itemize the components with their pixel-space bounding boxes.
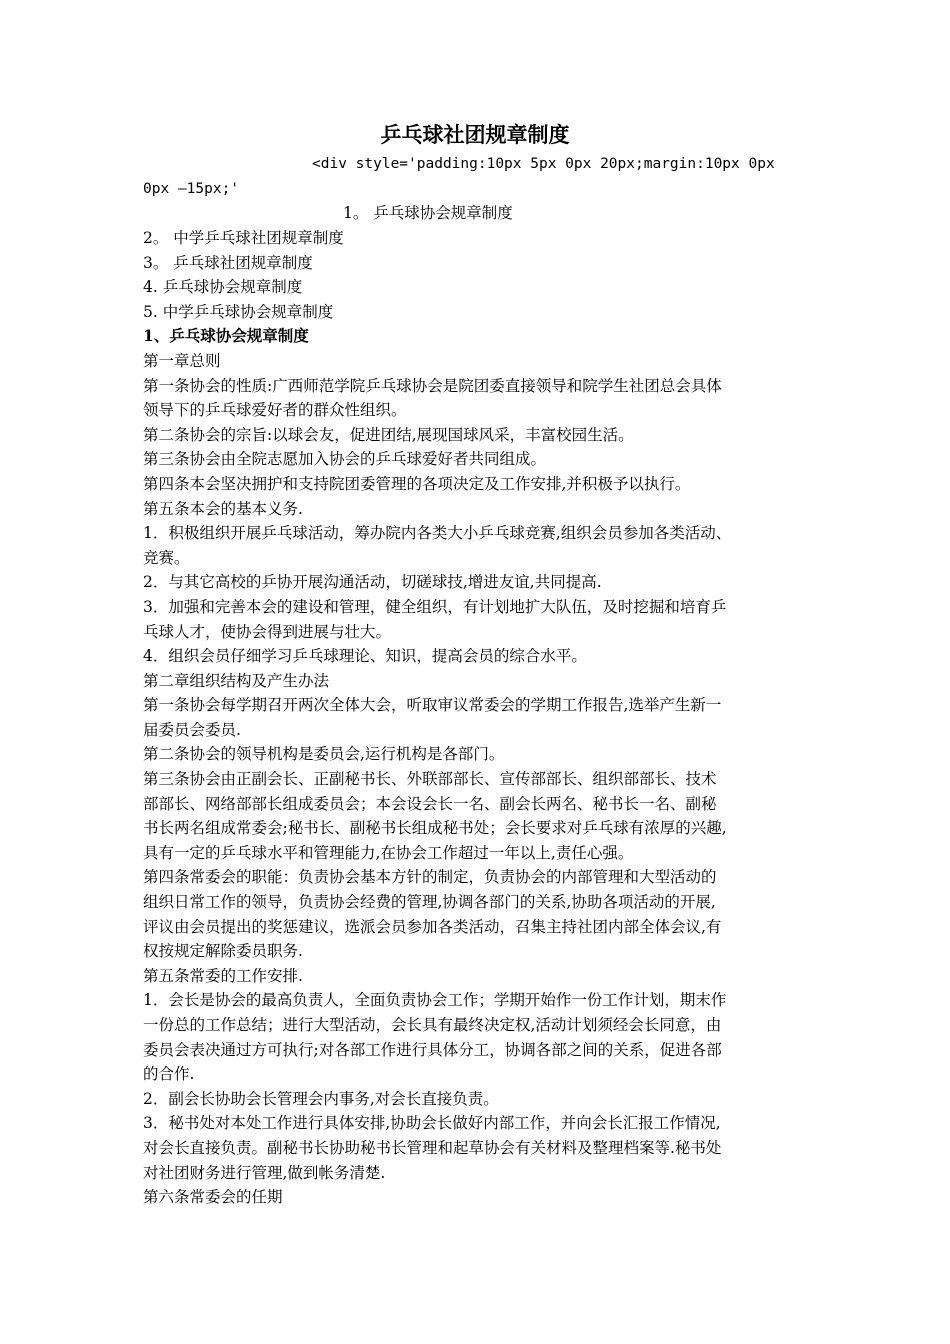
text-line: 领导下的乒乓球爱好者的群众性组织。 xyxy=(143,401,407,420)
code-snippet-line-2: 0px —15px;' xyxy=(143,181,240,197)
text-line: 3．加强和完善本会的建设和管理，健全组织，有计划地扩大队伍，及时挖掘和培育乒 xyxy=(143,597,727,616)
document-body xyxy=(143,226,813,1210)
text-line: 3．秘书处对本处工作进行具体安排,协助会长做好内部工作，并向会长汇报工作情况, xyxy=(143,1114,721,1133)
text-line: 书长两名组成常委会;秘书长、副秘书长组成秘书处；会长要求对乒乓球有浓厚的兴趣, xyxy=(143,819,727,838)
text-line: 对社团财务进行管理,做到帐务清楚. xyxy=(143,1163,386,1182)
toc-item: 2。 中学乒乓球社团规章制度 xyxy=(143,229,344,247)
text-line: 第二章组织结构及产生办法 xyxy=(143,671,330,690)
toc-item: 5. 中学乒乓球协会规章制度 xyxy=(143,302,334,321)
toc-item-1: 1。 乒乓球协会规章制度 xyxy=(343,204,513,222)
toc-item: 3。 乒乓球社团规章制度 xyxy=(143,253,313,272)
text-line: 对会长直接负责。副秘书长协助秘书长管理和起草协会有关材料及整理档案等.秘书处 xyxy=(143,1138,722,1157)
code-snippet-line-1: <div style='padding:10px 5px 0px 20px;margin:10px 0px xyxy=(312,156,775,172)
text-line: 第三条协会由正副会长、正副秘书长、外联部部长、宣传部部长、组织部部长、技术 xyxy=(143,770,717,789)
text-line: 竞赛。 xyxy=(143,548,190,567)
text-line: 第二条协会的宗旨:以球会友，促进团结,展现国球风采，丰富校园生活。 xyxy=(143,425,634,444)
text-line: 组织日常工作的领导，负责协会经费的管理,协调各部门的关系,协助各项活动的开展, xyxy=(143,893,716,912)
text-line: 1、乒乓球协会规章制度 xyxy=(143,326,309,346)
text-line: 权按规定解除委员职务. xyxy=(143,942,303,961)
text-line: 评议由会员提出的奖惩建议，选派会员参加各类活动，召集主持社团内部全体会议,有 xyxy=(143,917,722,936)
text-line: 2．副会长协助会长管理会内事务,对会长直接负责。 xyxy=(143,1089,499,1108)
text-line: 第一章总则 xyxy=(143,351,221,370)
text-line: 第六条常委会的任期 xyxy=(143,1188,283,1207)
toc-item: 4. 乒乓球协会规章制度 xyxy=(143,278,303,297)
text-line: 届委员会委员. xyxy=(143,720,241,739)
text-line: 的合作. xyxy=(143,1065,195,1084)
text-line: 具有一定的乒乓球水平和管理能力,在协会工作超过一年以上,责任心强。 xyxy=(143,843,634,862)
text-line: 2．与其它高校的乒协开展沟通活动，切磋球技,增进友谊,共同提高. xyxy=(143,573,602,592)
text-line: 4．组织会员仔细学习乒乓球理论、知识，提高会员的综合水平。 xyxy=(143,647,587,666)
text-line: 第四条本会坚决拥护和支持院团委管理的各项决定及工作安排,并积极予以执行。 xyxy=(143,474,691,493)
text-line: 一份总的工作总结；进行大型活动，会长具有最终决定权,活动计划须经会长同意，由 xyxy=(143,1016,722,1034)
text-line: 1．积极组织开展乒乓球活动，筹办院内各类大小乒乓球竞赛,组织会员参加各类活动、 xyxy=(143,524,732,543)
text-line: 乓球人才，使协会得到进展与壮大。 xyxy=(143,622,392,641)
text-line: 第二条协会的领导机构是委员会,运行机构是各部门。 xyxy=(143,745,505,764)
text-line: 委员会表决通过方可执行;对各部工作进行具体分工，协调各部之间的关系，促进各部 xyxy=(143,1040,722,1059)
text-line: 第五条本会的基本义务. xyxy=(143,499,303,518)
document-title: 乒乓球社团规章制度 xyxy=(380,122,570,147)
text-line: 第一条协会每学期召开两次全体大会，听取审议常委会的学期工作报告,选举产生新一 xyxy=(143,696,722,715)
text-line: 第三条协会由全院志愿加入协会的乒乓球爱好者共同组成。 xyxy=(143,450,547,469)
text-line: 1．会长是协会的最高负责人，全面负责协会工作；学期开始作一份工作计划，期末作 xyxy=(143,991,727,1010)
text-line: 第一条协会的性质:广西师范学院乒乓球协会是院团委直接领导和院学生社团总会具体 xyxy=(143,376,722,395)
text-line: 部部长、网络部部长组成委员会；本会设会长一名、副会长两名、秘书长一名、副秘 xyxy=(143,794,717,813)
text-line: 第五条常委的工作安排. xyxy=(143,966,303,985)
text-line: 第四条常委会的职能：负责协会基本方针的制定，负责协会的内部管理和大型活动的 xyxy=(143,868,717,887)
